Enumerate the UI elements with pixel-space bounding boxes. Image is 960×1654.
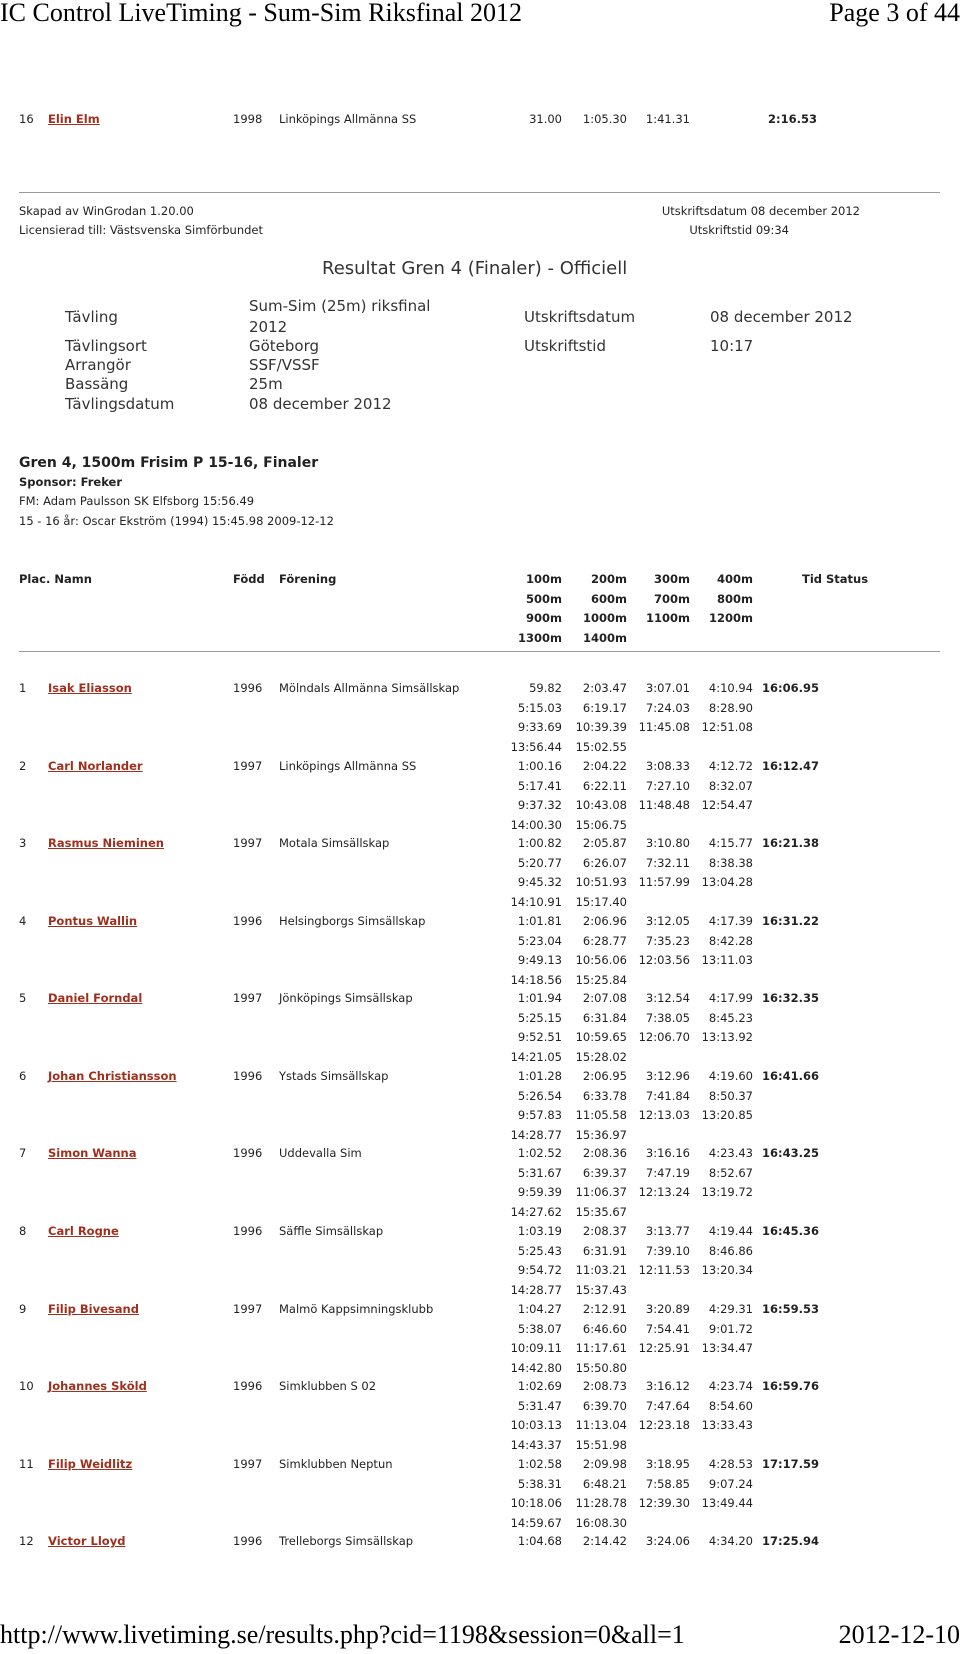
split-time: 11:06.37 [575,1185,627,1199]
split-time: 12:23.18 [638,1418,690,1432]
result-time: 16:59.76 [762,1379,819,1393]
split-time: 11:17.61 [575,1341,627,1355]
result-club: Mölndals Allmänna Simsällskap [279,681,460,695]
split-time: 15:06.75 [575,817,627,832]
split-time: 10:39.39 [575,720,627,734]
divider [19,192,940,193]
split-time: 15:51.98 [575,1437,627,1452]
result-place: 12 [19,1534,34,1548]
split-time: 2:04.22 [582,759,627,773]
col-born: Född [233,572,265,586]
result-born: 1996 [233,914,263,928]
result-born: 1997 [233,1457,263,1471]
result-time: 16:21.38 [762,836,819,850]
split-time: 9:37.32 [517,798,562,812]
split-time: 59.82 [529,681,562,695]
split-time: 3:10.80 [645,836,690,850]
split-time: 13:49.44 [701,1496,753,1510]
col-split-distance: 400m [717,572,753,586]
split-time: 10:09.11 [510,1341,562,1355]
split-time: 2:09.98 [582,1457,627,1471]
split-time: 7:58.85 [645,1476,690,1491]
result-born: 1996 [233,1379,263,1393]
split-time: 5:38.07 [517,1321,562,1336]
split-time: 13:13.92 [701,1030,753,1044]
result-club: Ystads Simsällskap [279,1069,389,1083]
carry-name-link[interactable]: Elin Elm [48,112,100,126]
result-club: Trelleborgs Simsällskap [279,1534,414,1548]
label-utskriftsdatum: Utskriftsdatum [524,308,636,326]
split-time: 6:31.91 [582,1243,627,1258]
split-time: 7:39.10 [645,1243,690,1258]
split-time: 1:01.81 [517,914,562,928]
split-time: 13:04.28 [701,875,753,889]
value-bassang: 25m [249,375,283,393]
split-time: 5:15.03 [517,700,562,715]
split-time: 8:42.28 [708,933,753,948]
result-place: 6 [19,1069,27,1083]
carry-split: 1:05.30 [582,112,627,126]
result-time: 17:17.59 [762,1457,819,1471]
split-time: 2:06.95 [582,1069,627,1083]
split-time: 10:56.06 [575,953,627,967]
split-time: 9:52.51 [517,1030,562,1044]
split-time: 1:02.69 [517,1379,562,1393]
value-arrangor: SSF/VSSF [249,356,320,374]
page-header-title: IC Control LiveTiming - Sum-Sim Riksfinal 2012 [0,0,522,27]
created-by: Skapad av WinGrodan 1.20.00 [19,204,194,218]
split-time: 6:39.37 [582,1165,627,1180]
swimmer-name-link[interactable]: Filip Weidlitz [48,1457,133,1471]
result-place: 9 [19,1302,27,1316]
split-time: 11:57.99 [638,875,690,889]
result-born: 1997 [233,759,263,773]
result-born: 1997 [233,836,263,850]
print-date: Utskriftsdatum 08 december 2012 [661,204,860,218]
split-time: 11:05.58 [575,1108,627,1122]
split-time: 7:47.19 [645,1165,690,1180]
page-footer-date: 2012-12-10 [838,1620,960,1649]
value-tavlingsdatum: 08 december 2012 [249,395,392,413]
swimmer-name-link[interactable]: Johan Christiansson [48,1069,177,1083]
split-time: 13:34.47 [701,1341,753,1355]
swimmer-name-link[interactable]: Filip Bivesand [48,1302,139,1316]
swimmer-name-link[interactable]: Isak Eliasson [48,681,132,695]
result-place: 7 [19,1146,27,1160]
result-club: Uddevalla Sim [279,1146,362,1160]
result-time: 17:25.94 [762,1534,819,1548]
result-club: Säffle Simsällskap [279,1224,384,1238]
value-tavling: Sum-Sim (25m) riksfinal [249,297,431,315]
split-time: 16:08.30 [575,1515,627,1530]
split-time: 4:19.44 [708,1224,753,1238]
split-time: 8:54.60 [708,1398,753,1413]
split-time: 6:31.84 [582,1010,627,1025]
col-split-distance: 600m [591,591,627,606]
split-time: 5:38.31 [517,1476,562,1491]
split-time: 7:32.11 [645,855,690,870]
split-time: 9:49.13 [517,953,562,967]
split-time: 13:20.85 [701,1108,753,1122]
split-time: 3:20.89 [645,1302,690,1316]
split-time: 3:12.05 [645,914,690,928]
split-time: 7:24.03 [645,700,690,715]
split-time: 15:36.97 [575,1127,627,1142]
swimmer-name-link[interactable]: Rasmus Nieminen [48,836,164,850]
split-time: 11:13.04 [575,1418,627,1432]
split-time: 11:28.78 [575,1496,627,1510]
split-time: 14:00.30 [510,817,562,832]
split-time: 2:08.73 [582,1379,627,1393]
split-time: 12:54.47 [701,798,753,812]
split-time: 5:23.04 [517,933,562,948]
split-time: 11:45.08 [638,720,690,734]
value-tavlingsort: Göteborg [249,337,320,355]
split-time: 3:12.96 [645,1069,690,1083]
label-tavlingsdatum: Tävlingsdatum [65,395,175,413]
split-time: 14:10.91 [510,894,562,909]
col-split-distance: 700m [654,591,690,606]
split-time: 8:46.86 [708,1243,753,1258]
split-time: 6:26.07 [582,855,627,870]
result-place: 10 [19,1379,34,1393]
split-time: 15:17.40 [575,894,627,909]
page-footer-url: http://www.livetiming.se/results.php?cid=1198&session=0&all=1 [0,1620,685,1649]
split-time: 3:13.77 [645,1224,690,1238]
swimmer-name-link[interactable]: Simon Wanna [48,1146,137,1160]
swimmer-name-link[interactable]: Victor Lloyd [48,1534,126,1548]
event-fm-record: FM: Adam Paulsson SK Elfsborg 15:56.49 [19,494,255,508]
split-time: 1:02.52 [517,1146,562,1160]
label-bassang: Bassäng [65,375,129,393]
split-time: 6:33.78 [582,1088,627,1103]
result-club: Linköpings Allmänna SS [279,759,417,773]
print-time: Utskriftstid 09:34 [689,223,789,237]
split-time: 7:47.64 [645,1398,690,1413]
split-time: 1:00.16 [517,759,562,773]
split-time: 4:17.39 [708,914,753,928]
result-time: 16:45.36 [762,1224,819,1238]
split-time: 1:02.58 [517,1457,562,1471]
carry-born: 1998 [233,112,263,126]
split-time: 13:19.72 [701,1185,753,1199]
split-time: 3:12.54 [645,991,690,1005]
result-title: Resultat Gren 4 (Finaler) - Officiell [322,258,628,279]
split-time: 4:28.53 [708,1457,753,1471]
split-time: 12:03.56 [638,953,690,967]
split-time: 12:51.08 [701,720,753,734]
split-time: 8:45.23 [708,1010,753,1025]
split-time: 13:11.03 [701,953,753,967]
split-time: 15:37.43 [575,1282,627,1297]
split-time: 4:19.60 [708,1069,753,1083]
split-time: 12:11.53 [638,1263,690,1277]
split-time: 10:51.93 [575,875,627,889]
col-place-name: Plac. Namn [19,572,92,586]
split-time: 7:54.41 [645,1321,690,1336]
swimmer-name-link[interactable]: Johannes Sköld [48,1379,147,1393]
result-born: 1996 [233,1146,263,1160]
split-time: 13:56.44 [510,739,562,754]
result-club: Jönköpings Simsällskap [279,991,413,1005]
split-time: 4:15.77 [708,836,753,850]
page-number: Page 3 of 44 [829,0,960,27]
col-split-distance: 300m [654,572,690,586]
result-born: 1997 [233,1302,263,1316]
result-born: 1996 [233,1069,263,1083]
split-time: 9:07.24 [708,1476,753,1491]
result-time: 16:31.22 [762,914,819,928]
split-time: 4:34.20 [708,1534,753,1548]
split-time: 14:42.80 [510,1360,562,1375]
col-split-distance: 200m [591,572,627,586]
col-club: Förening [279,572,337,586]
split-time: 5:26.54 [517,1088,562,1103]
split-time: 2:08.37 [582,1224,627,1238]
licensed-to: Licensierad till: Västsvenska Simförbundet [19,223,264,237]
split-time: 5:17.41 [517,778,562,793]
split-time: 10:18.06 [510,1496,562,1510]
carry-club: Linköpings Allmänna SS [279,112,417,126]
swimmer-name-link[interactable]: Carl Norlander [48,759,143,773]
split-time: 5:25.15 [517,1010,562,1025]
split-time: 13:20.34 [701,1263,753,1277]
split-time: 4:10.94 [708,681,753,695]
split-time: 4:23.74 [708,1379,753,1393]
split-time: 6:48.21 [582,1476,627,1491]
col-split-distance: 100m [526,572,562,586]
result-club: Simklubben S 02 [279,1379,377,1393]
value-utskriftstid: 10:17 [710,337,754,355]
split-time: 3:24.06 [645,1534,690,1548]
label-tavling: Tävling [65,308,118,326]
split-time: 10:59.65 [575,1030,627,1044]
split-time: 9:54.72 [517,1263,562,1277]
split-time: 14:28.77 [510,1282,562,1297]
result-place: 3 [19,836,27,850]
col-split-distance: 900m [526,611,562,625]
value-tavling-year: 2012 [249,318,288,336]
split-time: 8:32.07 [708,778,753,793]
event-title: Gren 4, 1500m Frisim P 15-16, Finaler [19,455,319,471]
split-time: 1:04.27 [517,1302,562,1316]
result-place: 2 [19,759,27,773]
col-split-distance: 1000m [583,611,627,625]
split-time: 12:13.03 [638,1108,690,1122]
split-time: 10:03.13 [510,1418,562,1432]
split-time: 1:03.19 [517,1224,562,1238]
split-time: 12:39.30 [638,1496,690,1510]
result-born: 1996 [233,1534,263,1548]
carry-time: 2:16.53 [768,112,817,126]
split-time: 8:38.38 [708,855,753,870]
table-header-divider [19,651,940,652]
col-split-distance: 1200m [709,611,753,625]
carry-split: 1:41.31 [645,112,690,126]
result-time: 16:12.47 [762,759,819,773]
split-time: 14:27.62 [510,1204,562,1219]
result-place: 11 [19,1457,34,1471]
split-time: 8:28.90 [708,700,753,715]
split-time: 5:31.67 [517,1165,562,1180]
split-time: 6:46.60 [582,1321,627,1336]
split-time: 14:43.37 [510,1437,562,1452]
split-time: 6:19.17 [582,700,627,715]
split-time: 3:16.16 [645,1146,690,1160]
split-time: 5:31.47 [517,1398,562,1413]
split-time: 11:03.21 [575,1263,627,1277]
result-time: 16:06.95 [762,681,819,695]
split-time: 12:13.24 [638,1185,690,1199]
split-time: 1:01.94 [517,991,562,1005]
split-time: 15:28.02 [575,1049,627,1064]
result-club: Helsingborgs Simsällskap [279,914,426,928]
swimmer-name-link[interactable]: Pontus Wallin [48,914,138,928]
split-time: 3:16.12 [645,1379,690,1393]
event-sponsor: Sponsor: Freker [19,475,123,489]
label-tavlingsort: Tävlingsort [65,337,147,355]
split-time: 6:39.70 [582,1398,627,1413]
split-time: 14:21.05 [510,1049,562,1064]
split-time: 15:25.84 [575,972,627,987]
split-time: 2:05.87 [582,836,627,850]
label-utskriftstid: Utskriftstid [524,337,606,355]
swimmer-name-link[interactable]: Carl Rogne [48,1224,119,1238]
event-age-record: 15 - 16 år: Oscar Ekström (1994) 15:45.98 2009-12-12 [19,514,334,528]
split-time: 8:50.37 [708,1088,753,1103]
col-split-distance: 500m [526,591,562,606]
split-time: 11:48.48 [638,798,690,812]
split-time: 12:25.91 [638,1341,690,1355]
split-time: 15:02.55 [575,739,627,754]
split-time: 7:38.05 [645,1010,690,1025]
split-time: 2:06.96 [582,914,627,928]
split-time: 3:18.95 [645,1457,690,1471]
split-time: 1:00.82 [517,836,562,850]
split-time: 5:20.77 [517,855,562,870]
split-time: 7:35.23 [645,933,690,948]
carry-split: 31.00 [529,112,562,126]
result-club: Motala Simsällskap [279,836,390,850]
split-time: 4:29.31 [708,1302,753,1316]
result-born: 1997 [233,991,263,1005]
col-split-distance: 1100m [646,611,690,625]
result-time: 16:59.53 [762,1302,819,1316]
split-time: 3:08.33 [645,759,690,773]
split-time: 6:22.11 [582,778,627,793]
col-split-distance: 800m [717,591,753,606]
swimmer-name-link[interactable]: Daniel Forndal [48,991,143,1005]
split-time: 3:07.01 [645,681,690,695]
split-time: 2:08.36 [582,1146,627,1160]
split-time: 4:23.43 [708,1146,753,1160]
split-time: 6:28.77 [582,933,627,948]
split-time: 2:12.91 [582,1302,627,1316]
split-time: 9:59.39 [517,1185,562,1199]
result-place: 5 [19,991,27,1005]
label-arrangor: Arrangör [65,356,131,374]
result-born: 1996 [233,681,263,695]
split-time: 4:12.72 [708,759,753,773]
split-time: 15:50.80 [575,1360,627,1375]
split-time: 1:04.68 [517,1534,562,1548]
result-place: 4 [19,914,27,928]
result-place: 8 [19,1224,27,1238]
split-time: 9:57.83 [517,1108,562,1122]
result-club: Simklubben Neptun [279,1457,393,1471]
split-time: 9:45.32 [517,875,562,889]
col-split-distance: 1400m [583,630,627,645]
split-time: 8:52.67 [708,1165,753,1180]
split-time: 2:07.08 [582,991,627,1005]
split-time: 4:17.99 [708,991,753,1005]
split-time: 14:18.56 [510,972,562,987]
result-place: 1 [19,681,27,695]
split-time: 9:33.69 [517,720,562,734]
result-time: 16:32.35 [762,991,819,1005]
split-time: 12:06.70 [638,1030,690,1044]
split-time: 7:27.10 [645,778,690,793]
result-time: 16:41.66 [762,1069,819,1083]
split-time: 7:41.84 [645,1088,690,1103]
result-club: Malmö Kappsimningsklubb [279,1302,434,1316]
split-time: 15:35.67 [575,1204,627,1219]
split-time: 14:28.77 [510,1127,562,1142]
col-split-distance: 1300m [518,630,562,645]
carry-place: 16 [19,112,34,126]
split-time: 10:43.08 [575,798,627,812]
split-time: 13:33.43 [701,1418,753,1432]
result-time: 16:43.25 [762,1146,819,1160]
col-time-status: Tid Status [802,572,869,586]
result-born: 1996 [233,1224,263,1238]
split-time: 2:03.47 [582,681,627,695]
split-time: 1:01.28 [517,1069,562,1083]
split-time: 14:59.67 [510,1515,562,1530]
split-time: 9:01.72 [708,1321,753,1336]
split-time: 2:14.42 [582,1534,627,1548]
split-time: 5:25.43 [517,1243,562,1258]
value-utskriftsdatum: 08 december 2012 [710,308,853,326]
